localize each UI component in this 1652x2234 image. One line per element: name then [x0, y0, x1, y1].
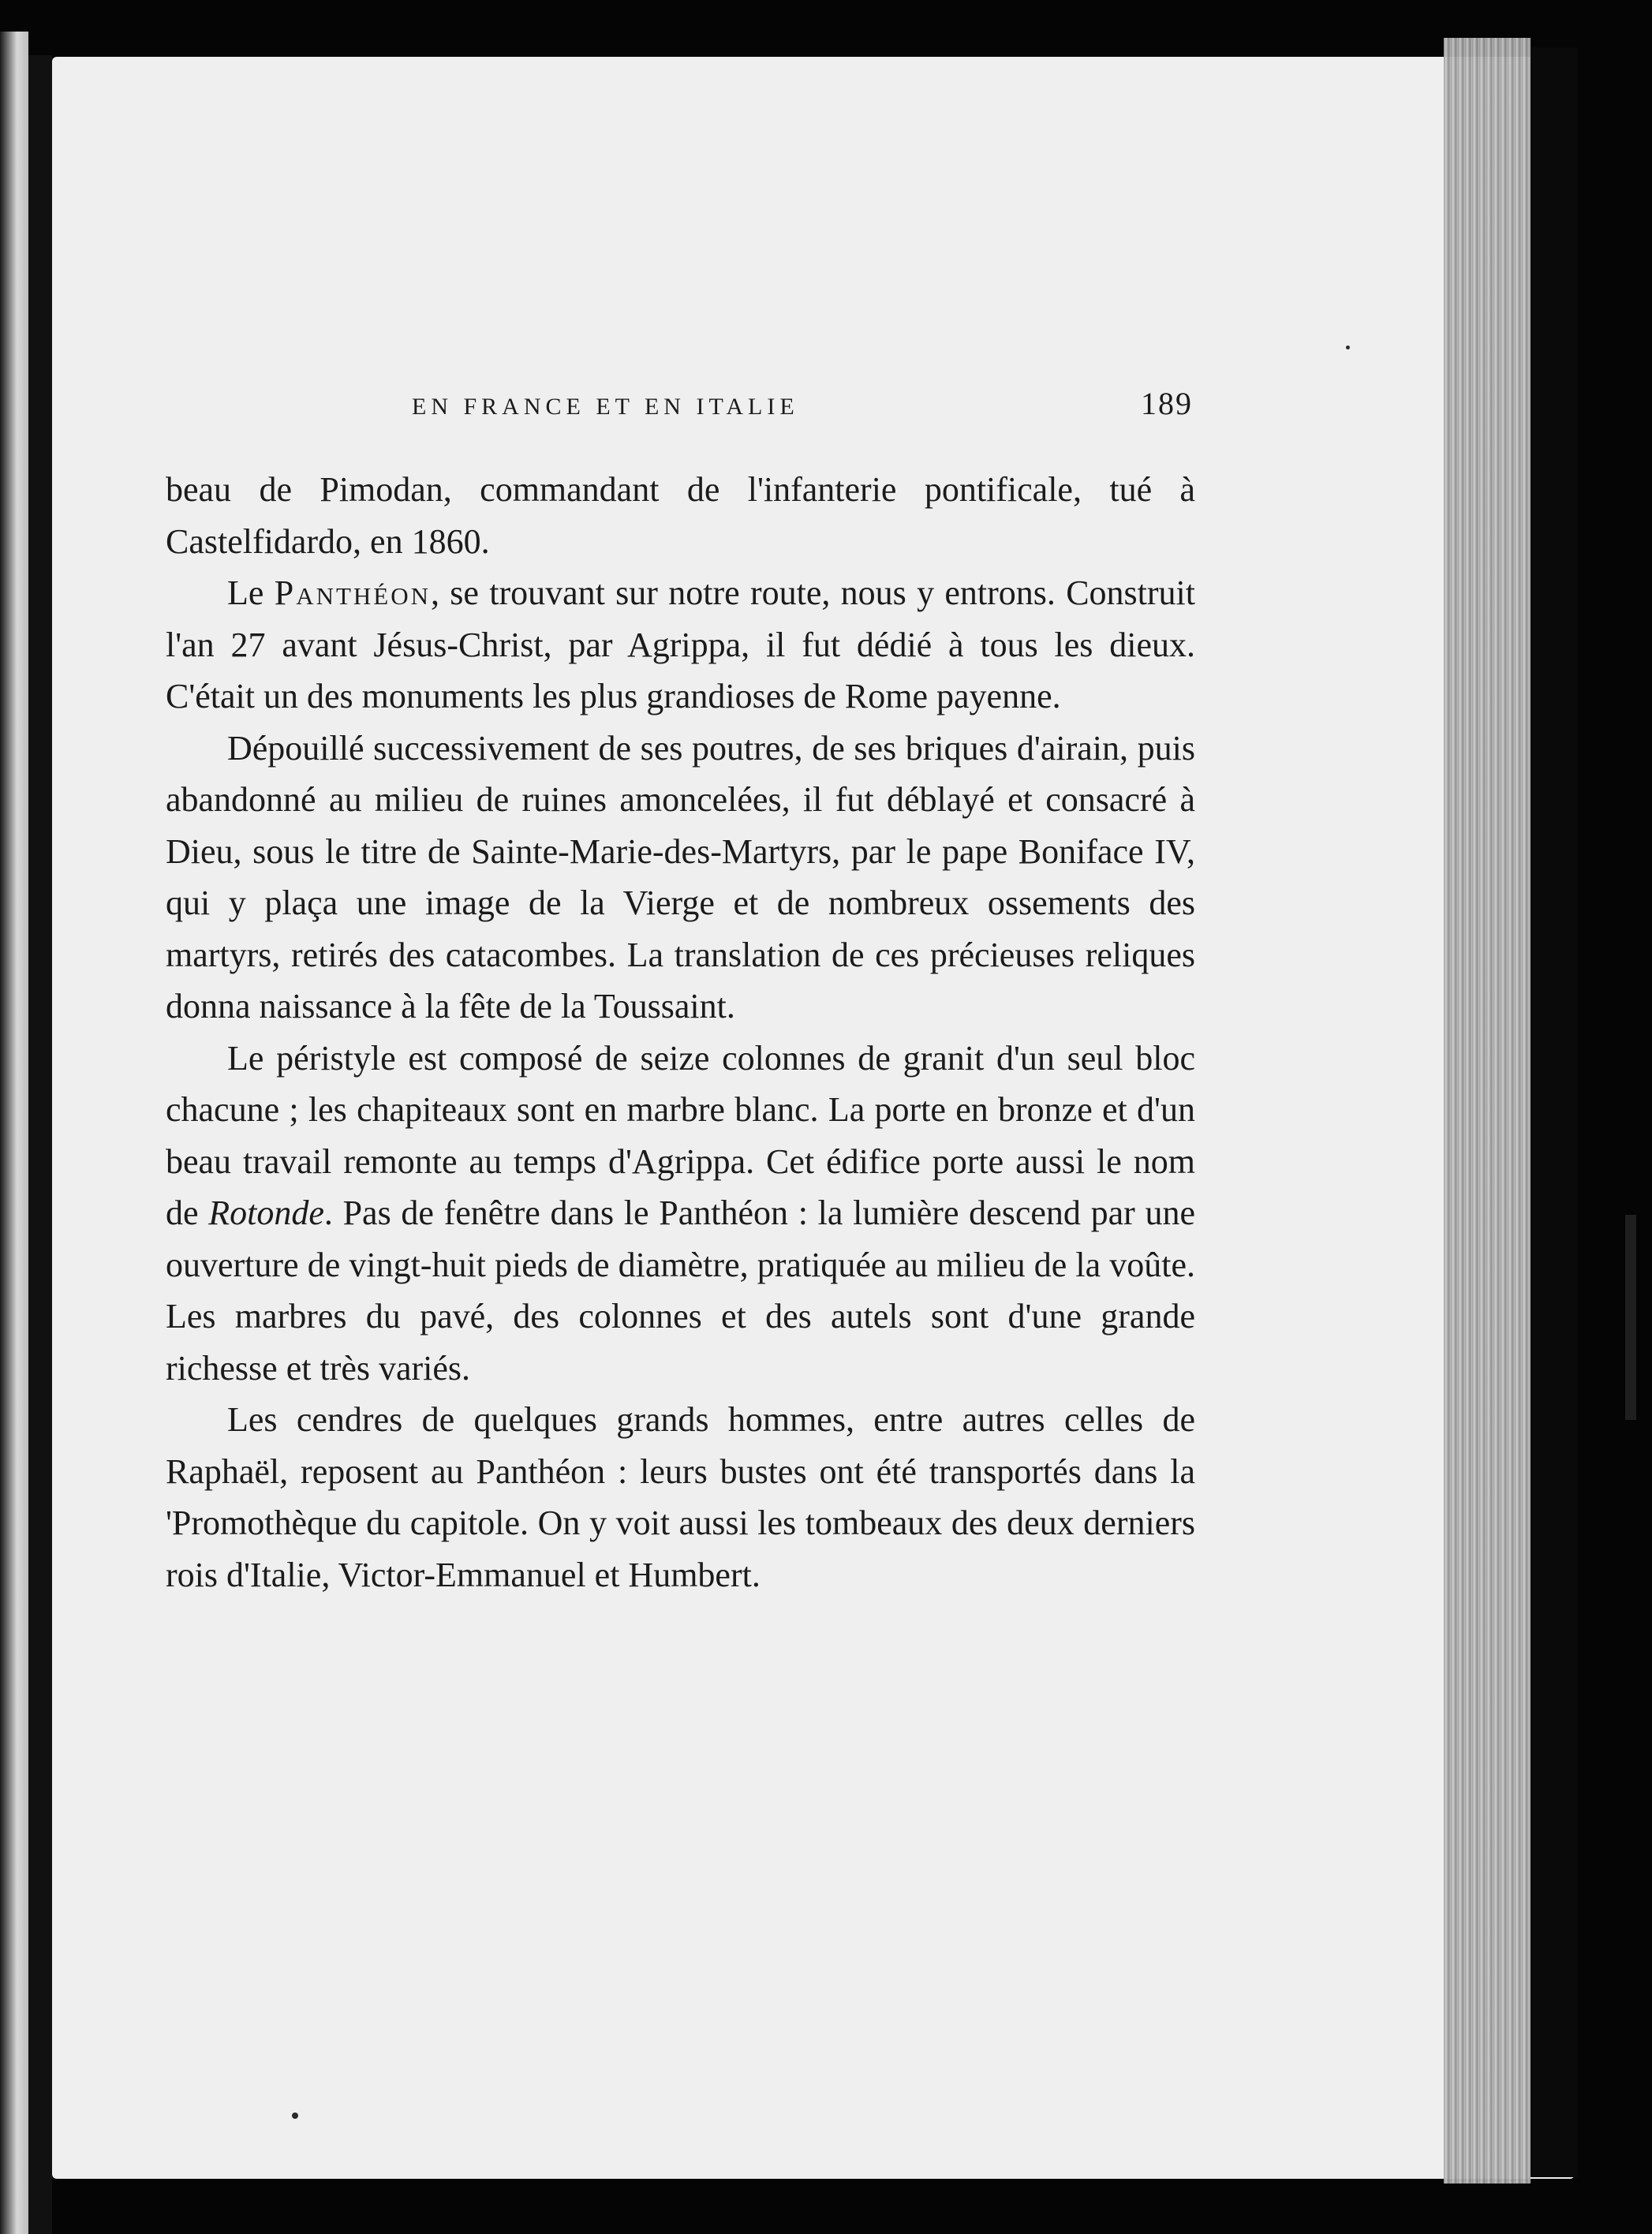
paragraph-4-text-after: . Pas de fenêtre dans le Panthéon : la lumière descend par une ouverture de vingt-huit pieds de diamètre, pratiquée au milieu de la voûte. Les marbres du pavé, des colonnes et des autels sont d'une grande richesse et très variés. [166, 1194, 1195, 1388]
page-number: 189 [1141, 386, 1193, 421]
paragraph-2-text: , se trouvant sur notre route, nous y entrons. Construit l'an 27 avant Jésus-Christ, par Agrippa, il fut dédié à tous les dieux. C'était un des monuments les plus grandioses de Rome payenne. [166, 573, 1196, 715]
paragraph-4 [166, 1033, 1195, 1395]
body-text [166, 464, 1195, 1601]
paragraph-3 [166, 723, 1195, 1033]
ink-speck [292, 2113, 298, 2119]
paragraph-3-text: Dépouillé successivement de ses poutres, de ses briques d'airain, puis abandonné au milieu de ruines amoncelées, il fut déblayé et consacré à Dieu, sous le titre de Sainte-Marie-des-Martyrs, par le pape Boniface IV, qui y plaça une image de la Vierge et de nombreux ossements des martyrs, retirés des catacombes. La translation de ces précieuses reliques donna naissance à la fête de la Toussaint. [166, 728, 1195, 1025]
running-title: EN FRANCE ET EN ITALIE [412, 394, 799, 420]
paragraph-1-text: beau de Pimodan, commandant de l'infanterie pontificale, tué à Castelfidardo, en 1860. [166, 470, 1195, 561]
right-shadow [1531, 47, 1578, 2177]
paragraph-5 [166, 1394, 1195, 1601]
paragraph-2-lead: Le [227, 573, 275, 612]
rotonde-italic: Rotonde [208, 1194, 324, 1232]
book-gutter [28, 55, 52, 2234]
pantheon-smallcaps: Panthéon [274, 573, 431, 612]
paragraph-4-text-before: Le péristyle est composé de seize colonnes de granit d'un seul bloc chacune ; les chapiteaux sont en marbre blanc. La porte en bronze et d'un beau travail remonte au temps d'Agrippa. Cet édifice porte aussi le nom de [166, 1038, 1195, 1232]
ink-speck [1346, 346, 1350, 349]
binding-mark [1625, 1215, 1636, 1420]
paragraph-5-text: Les cendres de quelques grands hommes, entre autres celles de Raphaël, reposent au Panthéon : leurs bustes ont été transportés dans la 'Promothèque du capitole. On y voit aussi les tombeaux des deux derniers rois d'Italie, Victor-Emmanuel et Humbert. [166, 1400, 1195, 1594]
paragraph-2 [166, 567, 1195, 723]
left-page-edge [0, 32, 28, 2234]
paragraph-1 [166, 464, 1195, 567]
running-head [412, 385, 1193, 432]
right-page-edges [1444, 38, 1531, 2184]
